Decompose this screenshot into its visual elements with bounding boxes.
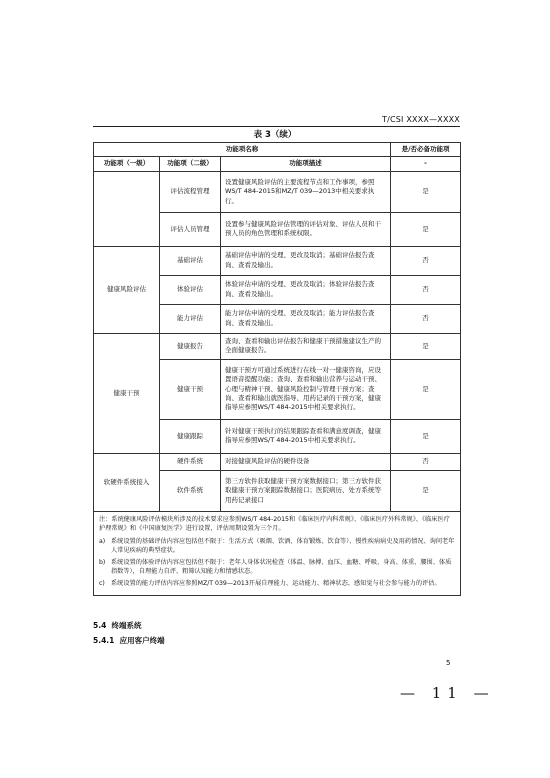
table-note xyxy=(94,511,461,595)
item-required: 否 xyxy=(391,304,461,333)
group-name: 健康干预 xyxy=(94,333,160,453)
item-required: 是 xyxy=(391,333,461,359)
item-description: 体验评估申请的受理、更改及取消；体验评估报告查询、查看及输出。 xyxy=(221,275,391,304)
page-number-big: — 11 — xyxy=(400,684,495,702)
item-required: 是 xyxy=(391,171,461,212)
table-row xyxy=(94,246,461,275)
section-heading-5-4 xyxy=(93,620,142,631)
table-header-row-2 xyxy=(94,157,461,171)
item-name: 软件系统 xyxy=(160,470,221,511)
note-item-text: 系统设置的能力评估内容应参照MZ/T 039—2013开展自理能力、运动能力、精神状态、感知觉与社会参与能力的评估。 xyxy=(111,579,441,587)
function-table xyxy=(93,142,461,596)
table-row xyxy=(94,171,461,212)
document-code: T/CSI XXXX—XXXX xyxy=(382,115,460,124)
table-row xyxy=(94,453,461,470)
group-name: 健康风险评估 xyxy=(94,246,160,333)
item-description: 针对健康干预执行的结果跟踪查看和满意度调查，健康指导应参照WS/T 484-2015中相关要求执行。 xyxy=(221,419,391,453)
group-name: 软硬件系统接入 xyxy=(94,453,160,511)
item-description: 查询、查看和输出评估报告和健康干预措施建议生产的全面健康报告。 xyxy=(221,333,391,359)
item-name: 评估流程管理 xyxy=(160,171,221,212)
header-level-2: 功能项（二级） xyxy=(160,157,221,171)
note-item-text: 系统设置的体验评估内容应包括但不限于：老年人身体状况检查（体温、脉搏、血压、血糖、呼吸、身高、体重、腰围、体质指数等），自理能力自评、粗筛认知能力和情感状态。 xyxy=(111,558,452,575)
item-name: 健康跟踪 xyxy=(160,419,221,453)
header-required: 是/否必备功能项 xyxy=(391,143,461,157)
note-item-text: 系统设置的基础评估内容应包括但不限于：生活方式（吸烟、饮酒、体育锻炼、饮食等）、慢性疾病病史及用药情况、询问老年人常见疾病的典型症状。 xyxy=(111,537,455,554)
item-required: 是 xyxy=(391,419,461,453)
item-name: 健康干预 xyxy=(160,359,221,419)
note-item-a xyxy=(99,538,455,556)
item-description: 设置参与健康风险评估管理的评估对象、评估人员和干预人员的角色管理和系统权限。 xyxy=(221,212,391,246)
note-item-label: a) xyxy=(99,537,106,545)
item-required: 否 xyxy=(391,246,461,275)
group-name xyxy=(94,171,160,246)
section-title: 终端系统 xyxy=(111,621,142,630)
item-required: 否 xyxy=(391,453,461,470)
item-name: 体验评估 xyxy=(160,275,221,304)
item-description: 设置健康风险评估的主要流程节点和工作事项，参照WS/T 484-2015和MZ/T 039—2013中相关要求执行。 xyxy=(221,171,391,212)
table-note-row xyxy=(94,511,461,595)
item-required: 是 xyxy=(391,470,461,511)
note-item-b xyxy=(99,559,455,577)
item-name: 硬件系统 xyxy=(160,453,221,470)
note-main: 注：系统健康风险评估模块所涉及的技术要求应参照WS/T 484-2015和《临床医疗内科常规》、《临床医疗外科常规》、《临床医疗护理常规》和《中国康复医学》进行设置，评估周期设置为三个月。 xyxy=(99,515,450,532)
section-title: 应用客户终端 xyxy=(119,636,165,645)
header-rule xyxy=(93,126,460,127)
section-heading-5-4-1 xyxy=(93,635,165,646)
item-description: 第三方软件获取健康干预方案数据接口；第三方软件获取健康干预方案跟踪数据接口；医院病历、处方系统等用药记录接口 xyxy=(221,470,391,511)
note-item-label: b) xyxy=(99,558,106,566)
item-description: 对接健康风险评估的硬件设备 xyxy=(221,453,391,470)
item-description: 基础评估申请的受理、更改及取消；基础评估报告查询、查看及输出。 xyxy=(221,246,391,275)
note-item-label: c) xyxy=(99,579,105,587)
item-description: 能力评估申请的受理、更改及取消；能力评估报告查询、查看及输出。 xyxy=(221,304,391,333)
item-required: 是 xyxy=(391,212,461,246)
item-name: 评估人员管理 xyxy=(160,212,221,246)
item-name: 能力评估 xyxy=(160,304,221,333)
section-number: 5.4.1 xyxy=(93,636,115,645)
item-description: 健康干预方可通过系统进行在线一对一健康咨询，应设置语音提醒功能；查询、查看和输出营养与运动干预、心理与精神干预、健康风险控制与管理干预方案；查询、查看和输出就医指导、用药记录的干预方案，健康指导应参照WS/T 484-2015中相关要求执行。 xyxy=(221,359,391,419)
header-description: 功能项描述 xyxy=(221,157,391,171)
header-required-dash: - xyxy=(391,157,461,171)
item-name: 基础评估 xyxy=(160,246,221,275)
header-level-1: 功能项（一级） xyxy=(94,157,160,171)
note-item-c xyxy=(99,580,455,589)
table-header-row-1 xyxy=(94,143,461,157)
item-required: 是 xyxy=(391,359,461,419)
header-function-name: 功能项名称 xyxy=(94,143,391,157)
page-number-small: 5 xyxy=(446,659,451,667)
item-name: 健康报告 xyxy=(160,333,221,359)
table-row xyxy=(94,333,461,359)
item-required: 否 xyxy=(391,275,461,304)
table-title: 表 3（续） xyxy=(253,130,297,140)
section-number: 5.4 xyxy=(93,621,107,630)
